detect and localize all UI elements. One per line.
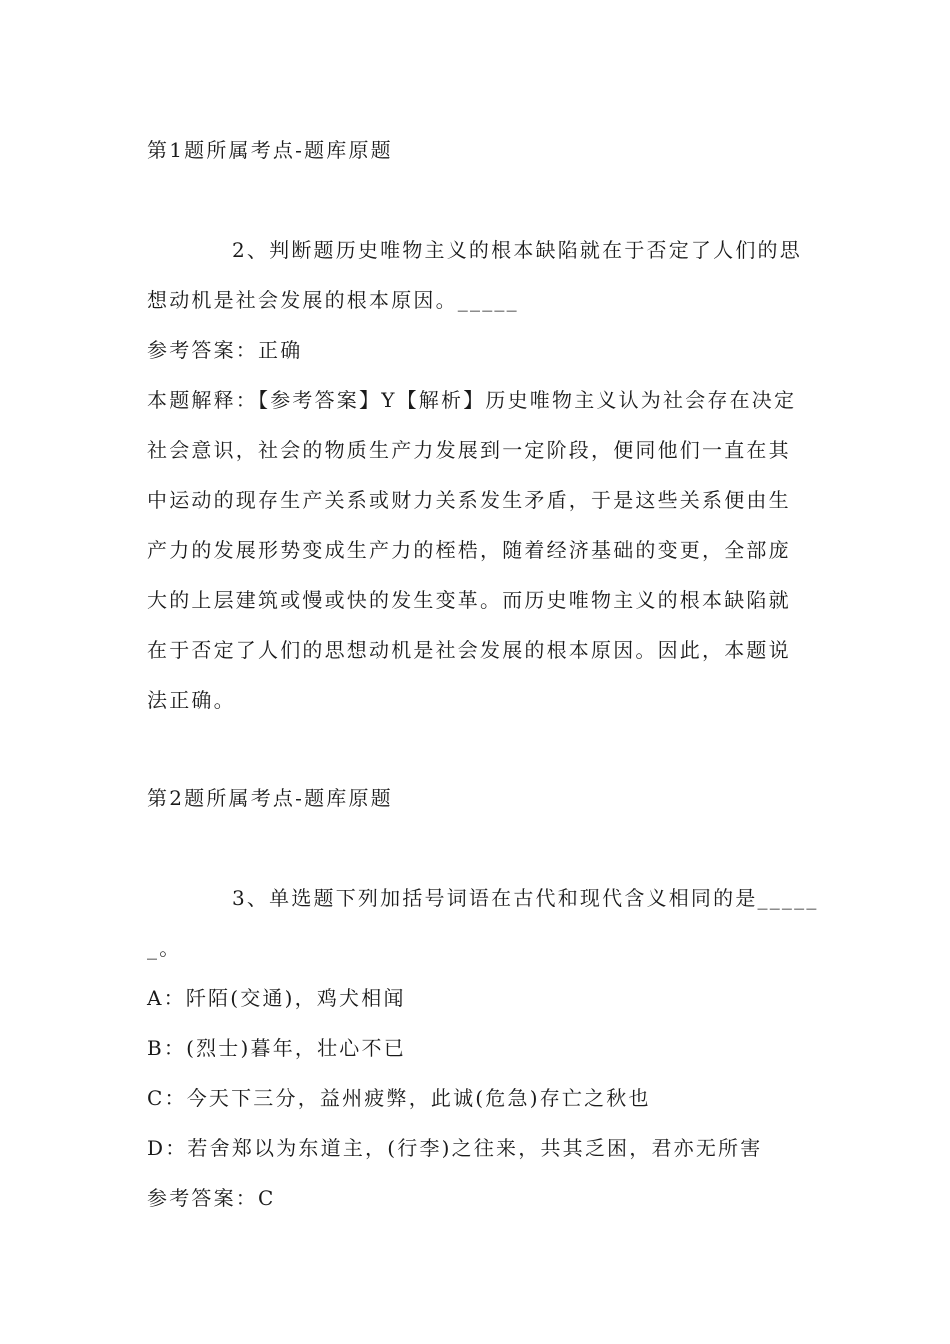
q3-question-line-1: 3、单选题下列加括号词语在古代和现代含义相同的是_____ — [232, 886, 819, 910]
q3-option-a: A：阡陌(交通)，鸡犬相闻 — [147, 986, 406, 1010]
q2-answer: 参考答案：正确 — [147, 338, 303, 362]
q2-explanation-line: 本题解释：【参考答案】Y【解析】历史唯物主义认为社会存在决定 — [147, 388, 797, 412]
q2-question-line-1: 2、判断题历史唯物主义的根本缺陷就在于否定了人们的思 — [232, 238, 802, 262]
q2-question-line-2: 想动机是社会发展的根本原因。_____ — [147, 288, 519, 312]
q2-explanation-line: 社会意识，社会的物质生产力发展到一定阶段，便同他们一直在其 — [147, 438, 791, 462]
q2-explanation-line: 产力的发展形势变成生产力的桎梏，随着经济基础的变更，全部庞 — [147, 538, 791, 562]
q2-explanation-line: 大的上层建筑或慢或快的发生变革。而历史唯物主义的根本缺陷就 — [147, 588, 791, 612]
q2-explanation-line: 在于否定了人们的思想动机是社会发展的根本原因。因此，本题说 — [147, 638, 791, 662]
q3-option-b: B：(烈士)暮年，壮心不已 — [147, 1036, 406, 1060]
q2-explanation-line: 中运动的现存生产关系或财力关系发生矛盾，于是这些关系便由生 — [147, 488, 791, 512]
q3-option-d: D：若舍郑以为东道主，(行李)之往来，共其乏困，君亦无所害 — [147, 1136, 763, 1160]
q2-topic-heading: 第2题所属考点-题库原题 — [147, 786, 393, 810]
q3-question-line-2: _。 — [147, 936, 182, 960]
q2-explanation-line: 法正确。 — [147, 688, 236, 712]
q1-topic-heading: 第1题所属考点-题库原题 — [147, 138, 393, 162]
q3-answer: 参考答案：C — [147, 1186, 276, 1210]
q3-option-c: C：今天下三分，益州疲弊，此诚(危急)存亡之秋也 — [147, 1086, 651, 1110]
